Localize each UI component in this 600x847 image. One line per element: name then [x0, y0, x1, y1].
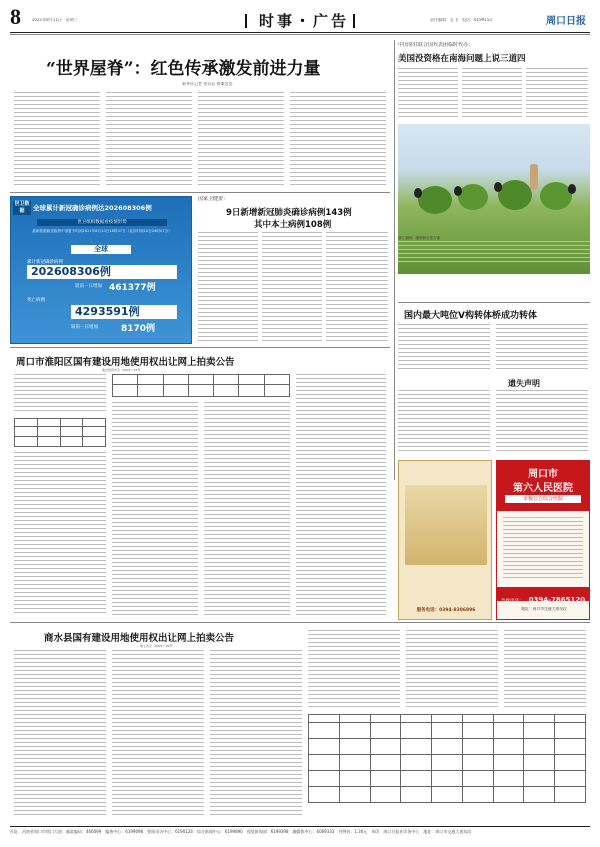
- covid-region: 全球: [71, 245, 131, 254]
- land2-title: 商水县国有建设用地使用权出让网上拍卖公告: [44, 633, 235, 644]
- right-story-kicker: 中国常驻联合国代表团临时代办：: [398, 42, 474, 48]
- domestic-covid-article: [198, 196, 390, 344]
- land1-title: 周口市淮阳区国有建设用地使用权出让网上拍卖公告: [16, 357, 235, 368]
- land2-table: [308, 714, 586, 803]
- domestic-title-1: 9日新增新冠肺炎确诊病例143例: [226, 208, 352, 218]
- hospital-ad: [496, 460, 590, 620]
- covid-confirmed-delta: 461377例: [109, 283, 156, 293]
- land1-notice-no: 淮自然资告字（2021）12号: [102, 368, 141, 372]
- covid-tag: 世卫数据: [14, 201, 30, 214]
- domestic-title-2: 其中本土病例108例: [254, 220, 332, 230]
- hospital-name-1: 周口市: [528, 469, 558, 480]
- page-header: [10, 4, 590, 34]
- paper-logo: 周口日报: [546, 16, 586, 27]
- covid-confirmed-label: 累计新冠确诊病例: [27, 260, 63, 265]
- hospital-address: 地址：周口市交通大道东段: [521, 607, 567, 611]
- section-title: 时事・广告: [245, 10, 365, 30]
- bank-ad: [398, 460, 492, 620]
- lead-byline: 新华社记者 张京品 格桑边觉: [182, 82, 233, 86]
- hospital-hotline: 急救电话： 0394-7865120: [497, 587, 589, 601]
- lost-title: 遗失声明: [508, 379, 540, 388]
- bank-ad-phone: 服务电话：0394-8306896: [416, 608, 476, 613]
- lost-notices: [398, 376, 590, 456]
- covid-deaths-label: 死亡病例: [27, 298, 45, 303]
- bridge-title: 国内最大吨位Ⅴ构转体桥成功转体: [404, 311, 537, 321]
- hospital-name-2: 第六人民医院: [513, 483, 573, 494]
- photo-caption: 浙江湖州：湖州桥长泰古镇: [398, 236, 590, 264]
- header-editor: 责任编辑：孔飞 电话：6199153: [430, 18, 492, 22]
- page-footer: 社址：河南省周口市周口大道 邮政编码：466099 编务中心：6199098 要闻采访中心：6190126 综合新闻中心：6199890 视觉新闻部：6199398 融媒体中心：6069333 刊例价：1.30元 承印：周口日报社印务中心 地址：周口市交通大道东段: [10, 829, 472, 834]
- covid-deaths-delta: 8170例: [121, 324, 156, 334]
- bridge-article: [398, 304, 590, 374]
- covid-deaths-value: 4293591例: [71, 305, 177, 319]
- hospital-name-3: 市极公立综合医院: [505, 495, 581, 503]
- covid-title: 全球累计新冠确诊病例达202608306例: [33, 204, 152, 212]
- covid-confirmed-value: 202608306例: [27, 265, 177, 279]
- covid-subtitle: 世卫组织数据看疫情形势: [37, 219, 167, 226]
- land1-table: [14, 418, 106, 447]
- right-story: [398, 40, 590, 230]
- lead-article: [10, 40, 390, 190]
- covid-time-note: 最新数据截至欧洲中部夏令时间2021年8月10日18时07分（北京时间10日24时07分）: [32, 229, 172, 233]
- lead-title: “世界屋脊”：红色传承激发前进力量: [46, 59, 321, 79]
- covid-deaths-delta-label: 较前一日增加: [71, 325, 98, 330]
- right-story-title: 美国没资格在南海问题上说三道四: [398, 54, 526, 64]
- covid-data-box: [10, 196, 192, 344]
- bank-ad-image: [405, 485, 487, 565]
- header-date: 2021年8月11日 星期三: [32, 18, 78, 22]
- domestic-kicker: 国家卫健委：: [198, 196, 229, 202]
- covid-confirmed-delta-label: 较前一日增加: [75, 284, 102, 289]
- land1-table-2: [112, 374, 290, 397]
- land-auction-2: [10, 626, 590, 822]
- land2-notice-no: 商土告字（2021）09号: [140, 644, 173, 648]
- land-auction-1: [10, 350, 390, 620]
- page-number: 8: [10, 4, 21, 29]
